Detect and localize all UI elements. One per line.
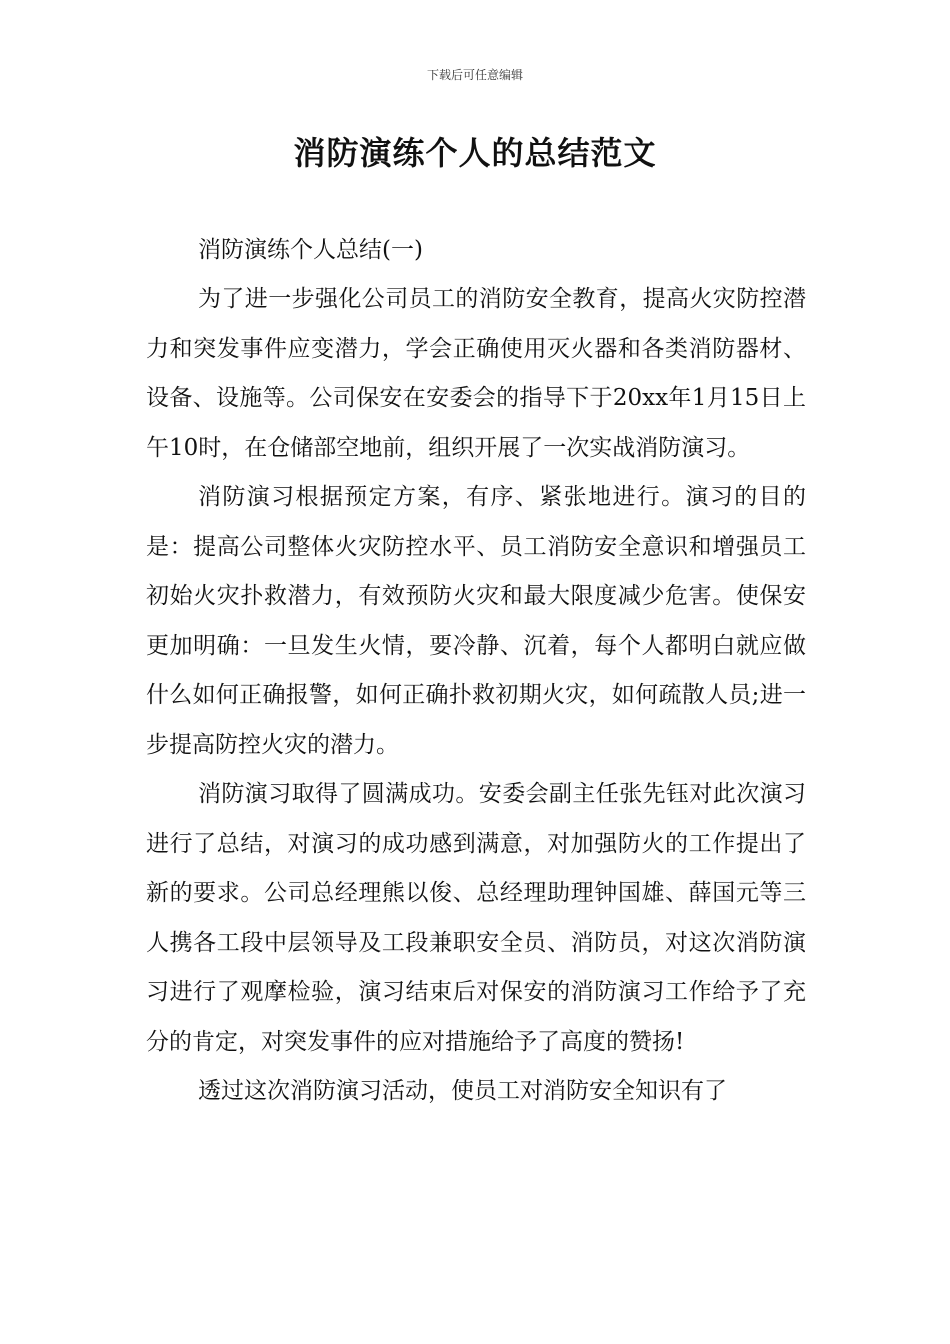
section-subheading: 消防演练个人总结(一): [198, 237, 423, 263]
header-note: 下载后可任意编辑: [426, 68, 523, 82]
paragraph-4: 透过这次消防演习活动，使员工对消防安全知识有了: [198, 1078, 727, 1104]
paragraph-2: 消防演习根据预定方案，有序、紧张地进行。演习的目的是：提高公司整体火灾防控水平、员工消防安全意识和增强员工初始火灾扑救潜力，有效预防火灾和最大限度减少危害。使保安更加明确：一旦发生火情，要冷静、沉着，每个人都明白就应做什么如何正确报警，如何正确扑救初期火灾，如何疏散人员;进一步提高防控火灾的潜力。: [146, 484, 806, 758]
paragraph-1: 为了进一步强化公司员工的消防安全教育，提高火灾防控潜力和突发事件应变潜力，学会正确使用灭火器和各类消防器材、设备、设施等。公司保安在安委会的指导下于20xx年1月15日上午10时，在仓储部空地前，组织开展了一次实战消防演习。: [146, 286, 806, 461]
document-title: 消防演练个人的总结范文: [293, 134, 657, 172]
paragraph-3: 消防演习取得了圆满成功。安委会副主任张先钰对此次演习进行了总结，对演习的成功感到满意，对加强防火的工作提出了新的要求。公司总经理熊以俊、总经理助理钟国雄、薛国元等三人携各工段中层领导及工段兼职安全员、消防员，对这次消防演习进行了观摩检验，演习结束后对保安的消防演习工作给予了充分的肯定，对突发事件的应对措施给予了高度的赞扬!: [146, 781, 806, 1055]
document-body: [146, 226, 806, 1117]
